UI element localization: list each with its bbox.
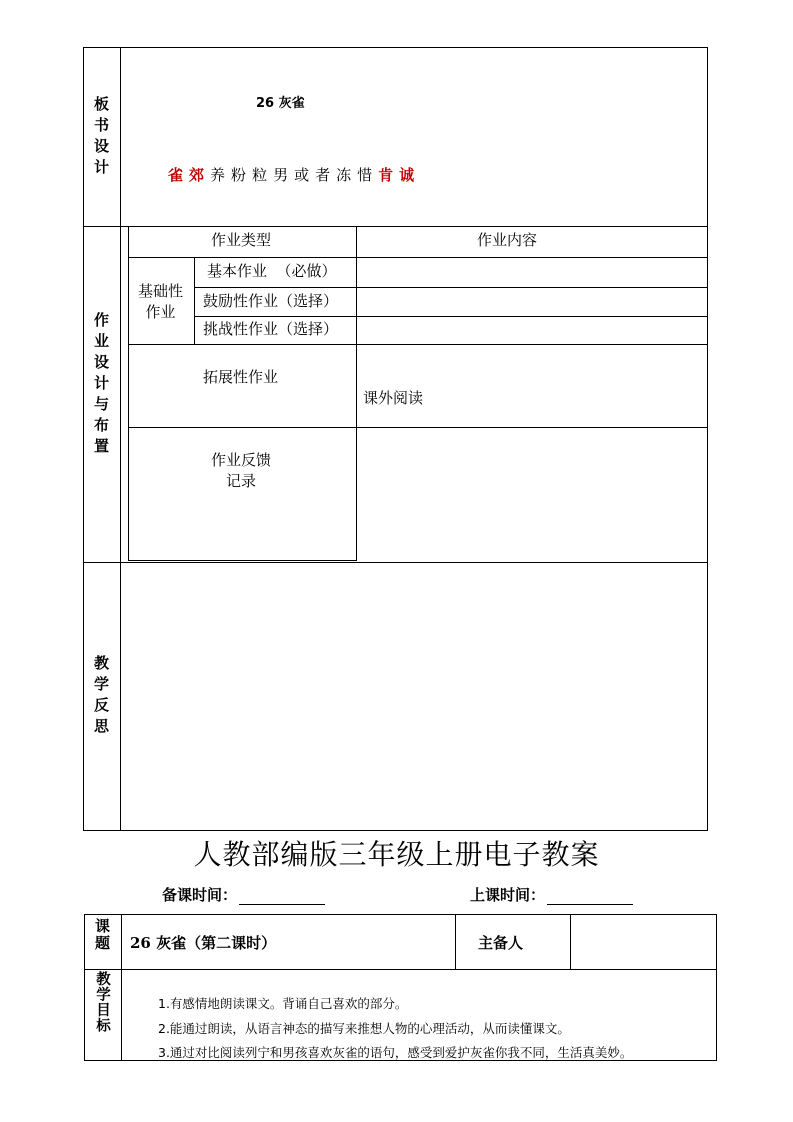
teaching-goal-1: 1.有感情地朗读课文。背诵自己喜欢的部分。 bbox=[158, 996, 408, 1011]
document-title: 人教部编版三年级上册电子教案 bbox=[193, 838, 600, 871]
teaching-goal-2: 2.能通过朗读，从语言神态的描写来推想人物的心理活动，从而读懂课文。 bbox=[158, 1021, 570, 1036]
teaching-reflection-label: 教学反思 bbox=[92, 655, 110, 739]
homework-type-header: 作业类型 bbox=[211, 231, 272, 249]
board-word: 诚 bbox=[399, 166, 415, 184]
class-time-blank[interactable] bbox=[547, 888, 633, 905]
class-time bbox=[470, 884, 633, 905]
extension-homework-label: 拓展性作业 bbox=[203, 368, 279, 386]
encouraging-homework: 鼓励性作业（选择） bbox=[203, 292, 339, 310]
board-word: 雀 bbox=[168, 166, 184, 184]
teaching-goals-label: 教学目标 bbox=[94, 971, 110, 1033]
board-word: 粒 bbox=[252, 166, 268, 184]
board-title: 26 灰雀 bbox=[256, 96, 305, 111]
board-word: 粉 bbox=[231, 166, 247, 184]
board-design-label: 板书设计 bbox=[92, 96, 110, 180]
homework-section-label: 作业设计与布置 bbox=[92, 312, 110, 459]
teaching-goal-3: 3.通过对比阅读列宁和男孩喜欢灰雀的语句，感受到爱护灰雀你我不同，生活真美妙。 bbox=[158, 1045, 633, 1060]
topic-value: 26 灰雀（第二课时） bbox=[130, 934, 277, 952]
homework-content-header: 作业内容 bbox=[477, 231, 538, 249]
board-word: 惜 bbox=[357, 166, 373, 184]
extension-homework-content: 课外阅读 bbox=[363, 389, 424, 407]
prep-time-label: 备课时间： bbox=[162, 886, 238, 904]
basic-homework-group: 基础性 作业 bbox=[138, 282, 184, 321]
board-word: 冻 bbox=[336, 166, 352, 184]
homework-feedback-label: 作业反馈 记录 bbox=[211, 451, 272, 490]
prep-time bbox=[162, 884, 325, 905]
topic-label: 课题 bbox=[93, 918, 111, 952]
board-word: 男 bbox=[273, 166, 289, 184]
challenging-homework: 挑战性作业（选择） bbox=[203, 320, 339, 338]
board-word: 或 bbox=[294, 166, 310, 184]
board-word: 者 bbox=[315, 166, 331, 184]
prep-time-blank[interactable] bbox=[239, 888, 325, 905]
lead-preparer-label: 主备人 bbox=[478, 934, 524, 952]
board-word: 肯 bbox=[378, 166, 394, 184]
board-words bbox=[168, 164, 420, 185]
class-time-label: 上课时间： bbox=[470, 886, 546, 904]
board-word: 养 bbox=[210, 166, 226, 184]
board-word: 郊 bbox=[189, 166, 205, 184]
basic-required-homework: 基本作业 （必做） bbox=[207, 262, 337, 280]
